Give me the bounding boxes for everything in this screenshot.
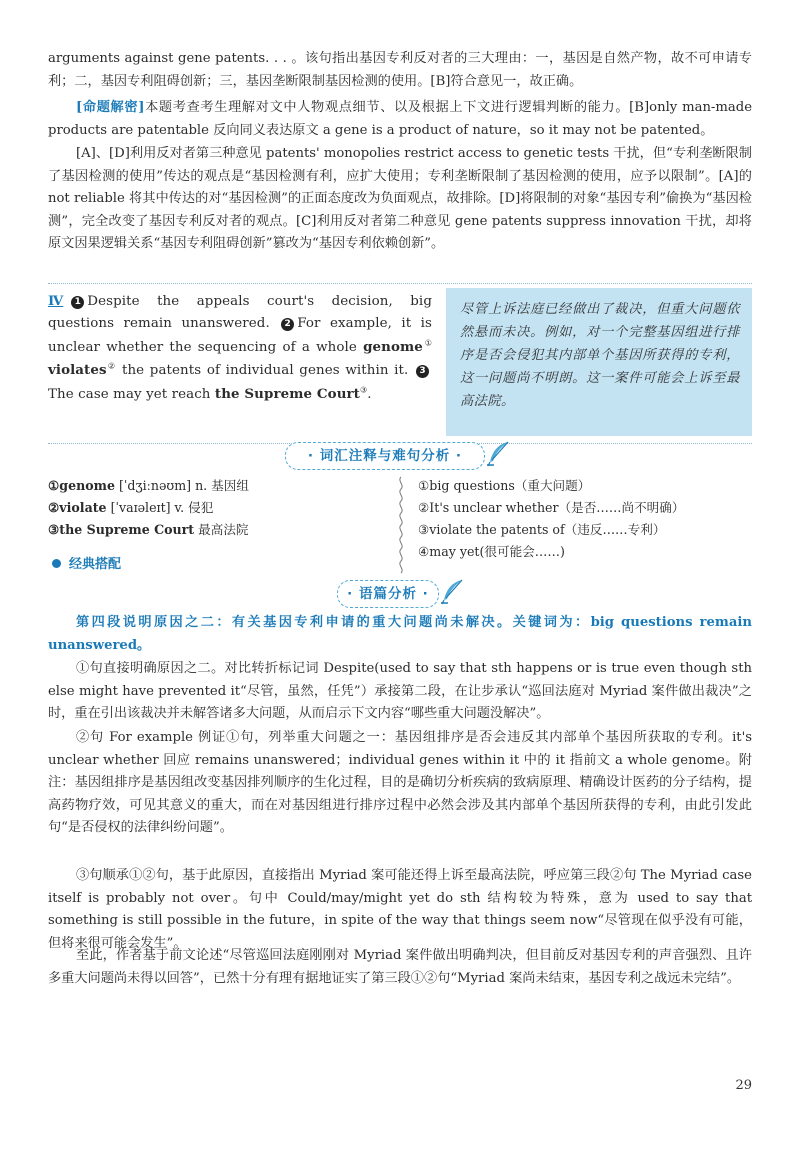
- word-genome: genome: [363, 338, 423, 355]
- answer-paragraph-2: [命题解密]本题考查考生理解对文中人物观点细节、以及根据上下文进行逻辑判断的能力。[B]only man-made products are patentable 反向同义表达原文 a gene is a product of nature，so it may not be patented。: [48, 100, 753, 138]
- divider-top: [48, 283, 752, 284]
- section-header-discourse: · 语篇分析 ·: [337, 580, 439, 608]
- mingti-label: [命题解密]: [76, 100, 145, 115]
- word-supreme-court: the Supreme Court: [214, 385, 360, 402]
- analysis-paragraph-3: ③句顺承①②句，基于此原因，直接指出 Myriad 案可能还得上诉至最高法院，呼应第三段②句 The Myriad case itself is probably not over。句中 Could/may/might yet do sth 结构较为特殊，意为 used to say that something is still possible in the future，in spite of the way that things seem now“尽管现在似乎没有可能，但将来很可能会发生”。: [48, 868, 752, 951]
- vocab-item-1: ①genome [ˈdʒiːnəʊm] n. 基因组: [48, 478, 249, 493]
- bullet-dot-icon: [52, 559, 61, 568]
- sentence-number-3: 3: [416, 365, 429, 378]
- phrase-item-1: ①big questions（重大问题）: [418, 478, 591, 493]
- answer-paragraph-1: arguments against gene patents. . . 。该句指出基因专利反对者的三大理由：一，基因是自然产物，故不可申请专利；二，基因专利阻碍创新；三，基因垄断限制基因检测的使用。[B]符合意见一，故正确。: [48, 51, 752, 89]
- vocab-item-3: ③the Supreme Court 最高法院: [48, 522, 249, 537]
- translation-box: 尽管上诉法庭已经做出了裁决，但重大问题依然悬而未决。例如，对一个完整基因组进行排序是否会侵犯其内部单个基因所获得的专利，这一问题尚不明朗。这一案件可能会上诉至最高法院。: [446, 288, 752, 436]
- word-violates: violates: [48, 362, 107, 379]
- classic-collocation-tag: 经典搭配: [52, 553, 121, 572]
- chain-divider-icon: [396, 475, 406, 575]
- phrase-item-2: ②It's unclear whether（是否……尚不明确）: [418, 500, 685, 515]
- answer-paragraph-3: [A]、[D]利用反对者第三种意见 patents' monopolies restrict access to genetic tests 干扰，但“专利垄断限制了基因检测的使用”传达的观点是“基因检测有利，应扩大使用；专利垄断限制了基因检测的使用，应予以限制”。[A]的 not reliable 将其中传达的对“基因检测”的正面态度改为负面观点，故排除。[D]将限制的对象“基因专利”偷换为“基因检测”，完全改变了基因专利反对者的观点。[C]利用反对者第二种意见 gene patents suppress innovation 干扰，却将原文因果逻辑关系“基因专利阻碍创新”篡改为“基因专利依赖创新”。: [48, 146, 752, 251]
- analysis-paragraph-4: 至此，作者基于前文论述“尽管巡回法庭刚刚对 Myriad 案件做出明确判决，但目前反对基因专利的声音强烈、且许多重大问题尚未得以回答”，已然十分有理有据地证实了第三段①②句“Myriad 案尚未结束，基因专利之战远未完结”。: [48, 948, 752, 986]
- phrase-item-4: ④may yet(很可能会……): [418, 544, 565, 559]
- page-number: 29: [735, 1078, 752, 1093]
- analysis-paragraph-1: ①句直接明确原因之二。对比转折标记词 Despite(used to say that sth happens or is true even though sth else might have prevented it“尽管，虽然，任凭”）承接第二段，在让步承认“巡回法庭对 Myriad 案件做出裁决”之时，重在引出该裁决并未解答诸多大问题，从而启示下文内容“哪些重大问题没解决”。: [48, 661, 752, 721]
- phrase-item-3: ③violate the patents of（违反……专利）: [418, 522, 666, 537]
- paragraph-number: Ⅳ: [48, 293, 64, 309]
- sentence-number-2: 2: [281, 318, 294, 331]
- sentence-number-1: 1: [71, 296, 84, 309]
- quill-icon: [484, 440, 512, 468]
- analysis-paragraph-2: ②句 For example 例证①句，列举重大问题之一：基因组排序是否会违反其内部单个基因所获取的专利。it's unclear whether 回应 remains unanswered；individual genes within it 中的 it 指前文 a whole genome。附注：基因组排序是基因组改变基因排列顺序的生化过程，目的是确切分析疾病的致病原理、精确设计医药的分子结构，提高药物疗效，可见其意义的重大，而在对基因组进行排序过程中必然会涉及其内部单个基因所获得的专利，由此引发此句“是否侵权的法律纠纷问题”。: [48, 730, 752, 835]
- vocab-item-2: ②violate [ˈvaɪəleɪt] v. 侵犯: [48, 500, 214, 515]
- quill-icon: [438, 578, 466, 606]
- source-sentence: Ⅳ 1 Despite the appeals court's decision, big questions remain unanswered. 2 For example, it is unclear whether the sequencing of a whole genome① violates② the patents of individual genes within it. 3The case may yet reach the Supreme Court③.: [48, 290, 432, 406]
- analysis-intro: 第四段说明原因之二：有关基因专利申请的重大问题尚未解决。关键词为：big questions remain unanswered。: [48, 615, 752, 653]
- section-header-vocab: · 词汇注释与难句分析 ·: [285, 442, 485, 470]
